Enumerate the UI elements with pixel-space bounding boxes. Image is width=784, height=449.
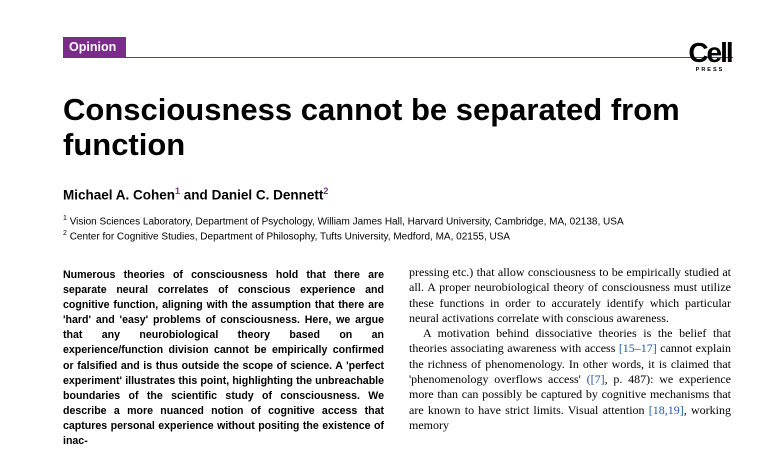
body-column bbox=[409, 265, 731, 433]
cell-press-logo bbox=[686, 37, 734, 73]
affiliation bbox=[63, 230, 510, 242]
affiliation-mark: 1 bbox=[63, 215, 67, 222]
citation-link[interactable]: [18,19] bbox=[648, 402, 684, 417]
body-text: cannot explain the richness of phenomenology. In other words, it is claimed that 'phenomenology overflows access' bbox=[409, 341, 732, 387]
abstract: Numerous theories of consciousness hold that there are separate neural correlates of conscious experience and cognitive function, aligning with the assumption that there are 'hard' and 'easy' problems of consciousness. Here, we argue that any neurobiological theory based on an experience/function division cannot be empirically confirmed or falsified and is thus outside the scope of science. A 'perfect experiment' illustrates this point, highlighting the unbreachable boundaries of the scientific study of consciousness. We describe a more nuanced notion of cognitive access that captures personal experience without positing the existence of inac- bbox=[63, 269, 384, 448]
body-text: A motivation behind dissociative theories is the belief that theories associating awareness with access bbox=[409, 326, 731, 356]
citation-link[interactable]: ([7] bbox=[586, 372, 605, 387]
logo-sub-text: PRESS bbox=[695, 67, 725, 73]
body-text: , p. 487): we experience more than can possibly be captured by cognitive mechanisms that are known to have strict limits. Visual attention bbox=[409, 372, 731, 417]
section-header-bar bbox=[63, 37, 733, 58]
affiliation bbox=[63, 215, 624, 227]
author-name: Michael A. Cohen bbox=[63, 187, 176, 203]
body-paragraph bbox=[409, 326, 731, 433]
author-conjunction: and bbox=[183, 187, 208, 203]
author-line bbox=[63, 186, 328, 203]
affiliation-text: Vision Sciences Laboratory, Department of Psychology, William James Hall, Harvard University, Cambridge, MA, 02138, USA bbox=[69, 216, 624, 228]
section-label: Opinion bbox=[63, 37, 126, 57]
author-affiliation-mark[interactable]: 2 bbox=[323, 186, 329, 196]
citation-link[interactable]: [15–17] bbox=[618, 341, 657, 356]
affiliation-text: Center for Cognitive Studies, Department of Philosophy, Tufts University, Medford, MA, 02155, USA bbox=[69, 231, 511, 243]
logo-main-text: Cell bbox=[688, 37, 732, 68]
article-title: Consciousness cannot be separated from function bbox=[63, 92, 680, 162]
author-name: Daniel C. Dennett bbox=[211, 187, 324, 203]
body-paragraph: pressing etc.) that allow consciousness to be empirically studied at all. A proper neurobiological theory of consciousness must utilize these functions in order to accurately identify which particular neural activations correlate with conscious awareness. bbox=[409, 265, 731, 325]
affiliation-mark: 2 bbox=[63, 230, 67, 237]
body-text: , working memory bbox=[409, 402, 731, 432]
author-affiliation-mark[interactable]: 1 bbox=[175, 186, 181, 196]
